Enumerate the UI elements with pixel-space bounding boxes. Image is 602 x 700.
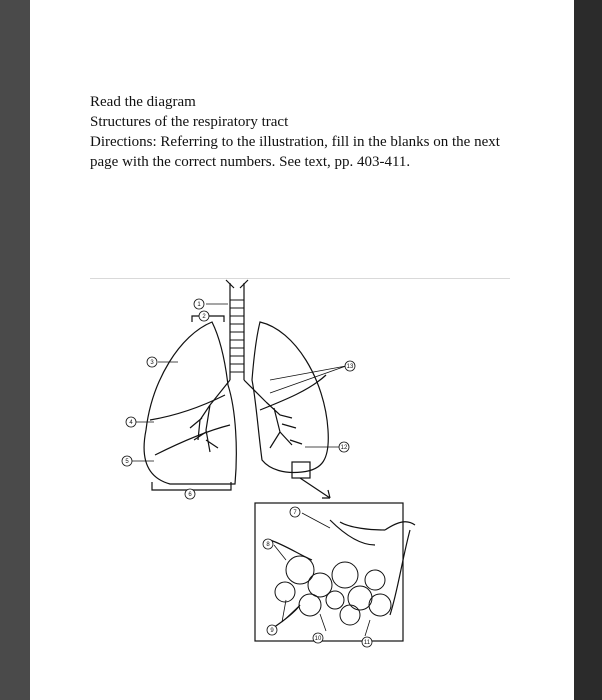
callout-5 [122,456,132,466]
callout-11 [362,637,372,647]
right-lung [144,322,236,484]
svg-text:10: 10 [314,636,322,642]
svg-text:13: 13 [346,364,354,370]
base-bracket [152,482,231,490]
heading-read-diagram: Read the diagram [90,94,196,110]
callout-13 [345,361,355,371]
right-dark-margin [574,0,602,700]
trachea-rings [230,300,244,372]
right-bronchial-tree [190,405,218,452]
svg-text:5: 5 [125,459,129,465]
leader-lines [132,304,370,636]
alveoli-region-box [292,462,310,478]
svg-text:1: 1 [197,302,201,308]
callout-7 [290,507,300,517]
svg-text:4: 4 [129,420,133,426]
svg-text:2: 2 [202,314,206,320]
callout-10 [313,633,323,643]
svg-text:6: 6 [188,492,192,498]
larynx [226,280,248,288]
right-lung-fissure-upper [150,395,225,420]
svg-text:8: 8 [266,542,270,548]
left-bronchial-tree [266,402,302,448]
callout-9 [267,625,277,635]
right-lung-fissure-lower [155,425,230,455]
callout-1 [194,299,204,309]
callout-6 [185,489,195,499]
callout-2 [199,311,209,321]
inset-arrow [300,478,330,498]
callout-8 [263,539,273,549]
svg-text:9: 9 [270,628,274,634]
heading-structures: Structures of the respiratory tract [90,114,289,130]
svg-text:7: 7 [293,510,297,516]
document-page [30,0,574,700]
callout-4 [126,417,136,427]
alveoli-clusters [275,556,391,625]
bronchiole [330,520,415,545]
main-bronchi [210,380,266,405]
svg-text:12: 12 [340,445,348,451]
respiratory-tract-diagram [30,0,574,700]
directions-text: Directions: Referring to the illustration, fill in the blanks on the next page with the correct numbers. See text, pp. 403-411. [90,134,500,170]
svg-text:11: 11 [363,640,371,646]
left-dark-margin [0,0,30,700]
svg-text:3: 3 [150,360,154,366]
callout-markers [122,299,372,647]
callout-3 [147,357,157,367]
callout-12 [339,442,349,452]
